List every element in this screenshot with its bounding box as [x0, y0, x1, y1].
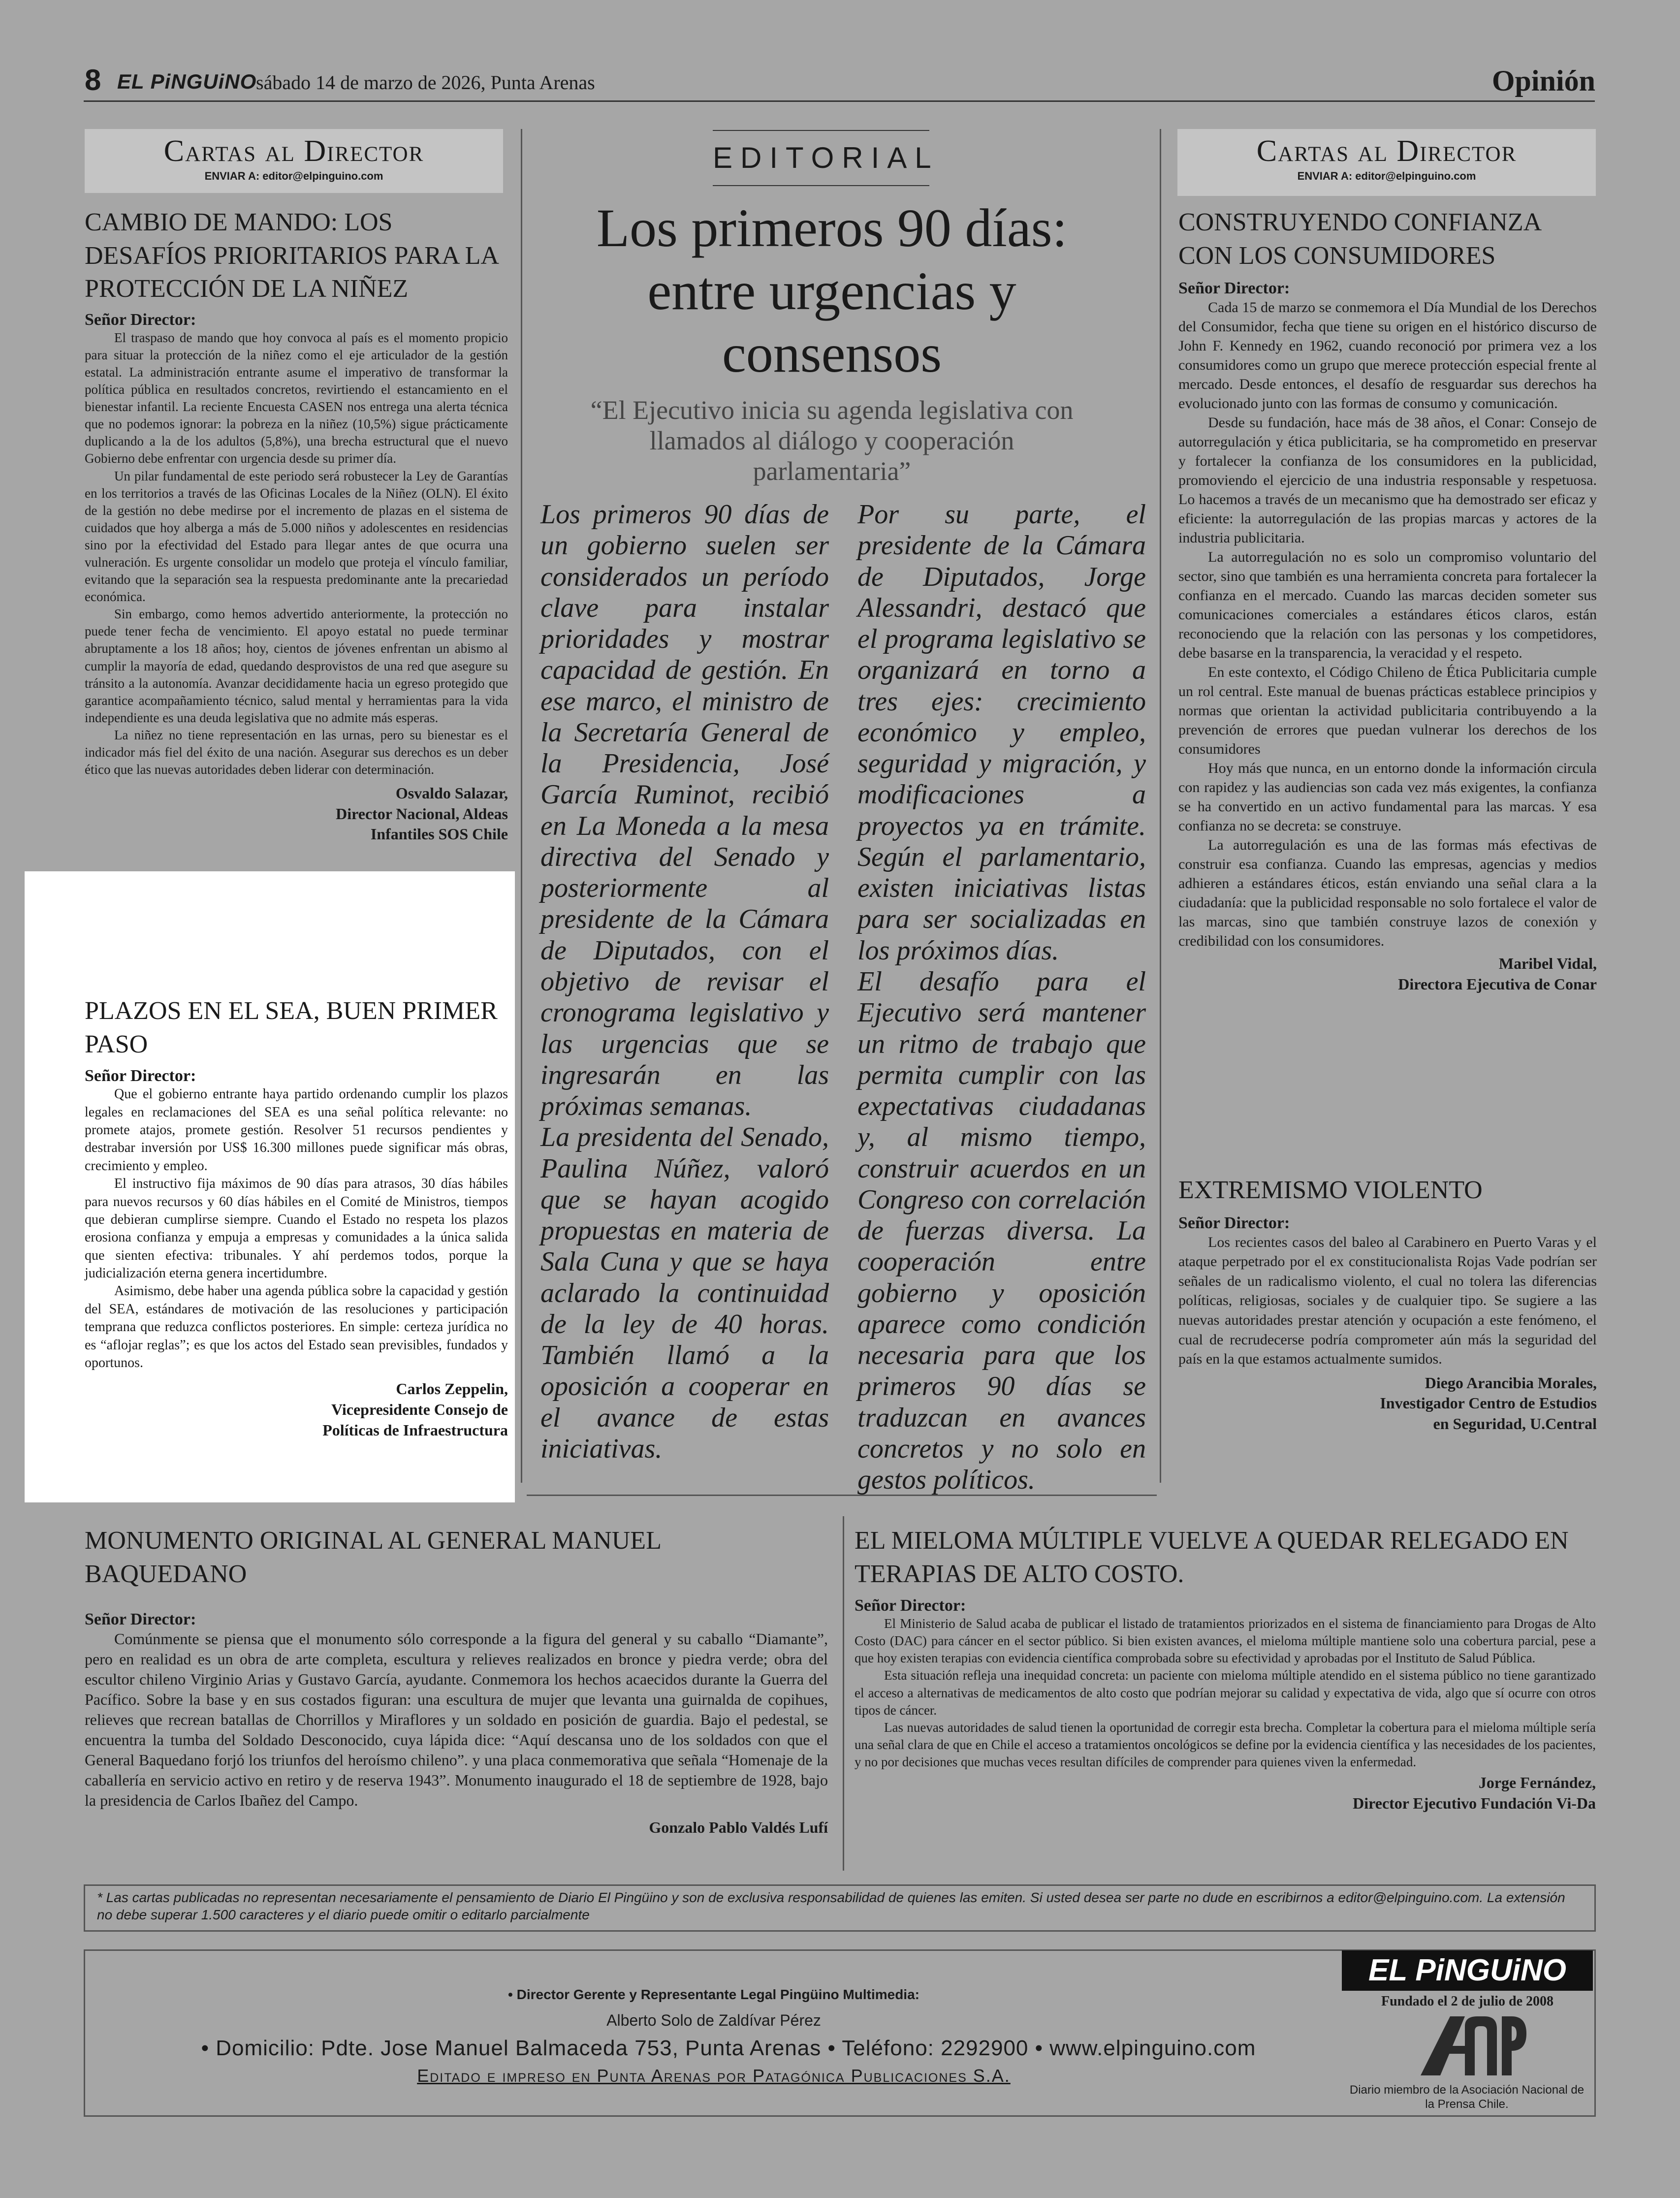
- letter-paragraph: En este contexto, el Código Chileno de Ética Publicitaria cumple un rol central. Este manual de buenas prácticas establece principios y normas que orientan la actividad publicitaria contribuyendo a la prevención de errores que puedan vulnerar los derechos de los consumidores: [1178, 664, 1597, 758]
- letter-monumento-baquedano: [85, 1524, 828, 1838]
- letter-signature-name: Carlos Zeppelin,: [396, 1380, 508, 1398]
- letter-paragraph: El instructivo fija máximos de 90 días para atrasos, 30 días hábiles para nuevos recursos y 60 días hábiles en el Comité de Ministros, tiempos que debieran cumplirse siempre. Cuando el Estado no respeta los plazos erosiona confianza y empuja a empresas y comunidades a la única salida que sienten efectiva: tribunales. Y ahí perdemos todos, porque la judicialización eterna genera incertidumbre.: [85, 1176, 508, 1281]
- anp-caption: Diario miembro de la Asociación Nacional de la Prensa Chile.: [1349, 2083, 1585, 2111]
- letter-signature-title: Director Ejecutivo Fundación Vi-Da: [1353, 1794, 1596, 1812]
- editorial-column-1: [540, 499, 829, 1465]
- column-rule-left: [521, 129, 522, 1483]
- page-number: 8: [85, 64, 101, 96]
- footer-director-name: Alberto Solo de Zaldívar Pérez: [606, 2011, 821, 2029]
- letter-paragraph: La autorregulación no es solo un compromiso voluntario del sector, sino que también es una herramienta concreta para fortalecer la confianza en el mercado. Cuando las marcas deciden someter sus comunicaciones comerciales a estándares éticos claros, están reconociendo que la relación con las personas y los competidores, debe basarse en la transparencia, la veracidad y el respeto.: [1178, 549, 1597, 662]
- letter-salutation: Señor Director:: [1178, 279, 1290, 298]
- letter-paragraph: Asimismo, debe haber una agenda pública sobre la capacidad y gestión del SEA, estándares de motivación de las resoluciones y participación temprana que reduzca conflictos posteriores. En simple: certeza jurídica no es “aflojar reglas”; es que los actos del Estado sean previsibles, fundados y oportunos.: [85, 1283, 508, 1371]
- letter-paragraph: El Ministerio de Salud acaba de publicar el listado de tratamientos priorizados en el sistema de financiamiento para Drogas de Alto Costo (DAC) para cáncer en el sector público. Si bien existen avances, el mieloma múltiple mantiene solo una cobertura parcial, pese a que hoy existen terapias con evidencia científica comprobada sobre su efectividad y aprobadas por el Instituto de Salud Pública.: [855, 1616, 1596, 1666]
- disclaimer: * Las cartas publicadas no representan necesariamente el pensamiento de Diario El Pingüino y son de exclusiva responsabilidad de quienes las emiten. Si usted desea ser parte no dude en escribirnos a editor@elpinguino.com. La extensión no debe superar 1.500 caracteres y el diario puede omitir o editarlo parcialmente: [84, 1884, 1596, 1932]
- letter-paragraph: La niñez no tiene representación en las urnas, pero su bienestar es el indicador más fiel del éxito de una nación. Asegurar sus derechos es un deber ético que las nuevas autoridades deben liderar con determinación.: [85, 727, 508, 777]
- footer-logo: EL PiNGUiNO: [1342, 1950, 1593, 1991]
- cartas-email: ENVIAR A: editor@elpinguino.com: [204, 170, 383, 182]
- letter-mieloma-multiple: [855, 1524, 1596, 1814]
- letter-headline: CAMBIO DE MANDO: LOS DESAFÍOS PRIORITARIOS PARA LA PROTECCIÓN DE LA NIÑEZ: [85, 208, 498, 303]
- editorial-paragraph: La presidenta del Senado, Paulina Núñez, valoró que se hayan acogido propuestas en materia de Sala Cuna y que se haya aclarado la continuidad de la ley de 40 horas. También llamó a la oposición a cooperar en el avance de estas iniciativas.: [540, 1122, 829, 1464]
- letter-salutation: Señor Director:: [85, 1067, 196, 1085]
- column-rule-bottom: [843, 1516, 844, 1871]
- letter-signature-title: en Seguridad, U.Central: [1433, 1414, 1597, 1433]
- editorial-paragraph: El desafío para el Ejecutivo será mantener un ritmo de trabajo que permita cumplir con las expectativas ciudadanas y, al mismo tiempo, construir acuerdos en un Congreso con correlación de fuerzas diversa. La cooperación entre gobierno y oposición aparece como condición necesaria para que los primeros 90 días se traduzcan en avances concretos y no solo en gestos políticos.: [857, 966, 1146, 1496]
- letter-construyendo-confianza: [1178, 206, 1597, 994]
- footer-founded: Fundado el 2 de julio de 2008: [1381, 1994, 1554, 2009]
- letter-signature-name: Jorge Fernández,: [1478, 1774, 1596, 1792]
- anp-logo-icon: [1411, 2011, 1529, 2080]
- dateline: sábado 14 de marzo de 2026, Punta Arenas: [256, 71, 595, 94]
- masthead-brand: EL PiNGUiNO: [117, 70, 257, 93]
- letter-signature-title: Infantiles SOS Chile: [370, 825, 508, 843]
- section-title: Opinión: [1491, 64, 1595, 97]
- letter-signature-title: Vicepresidente Consejo de: [331, 1401, 508, 1419]
- letter-salutation: Señor Director:: [85, 310, 196, 329]
- letter-salutation: Señor Director:: [1178, 1213, 1290, 1232]
- letter-paragraph: Que el gobierno entrante haya partido ordenando cumplir los plazos legales en reclamaciones del SEA es una señal política relevante: no promete atajos, promete gestión. Resolver 51 recursos pendientes y destrabar inversión por US$ 16.300 millones puede significar más obras, crecimiento y empleo.: [85, 1086, 508, 1174]
- cartas-title: Cartas al Director: [163, 134, 424, 168]
- letter-signature-name: Gonzalo Pablo Valdés Lufí: [649, 1818, 828, 1836]
- editorial-paragraph: Los primeros 90 días de un gobierno suelen ser considerados un período clave para instalar prioridades y mostrar capacidad de gestión. En ese marco, el ministro de la Secretaría General de la Presidencia, José García Ruminot, recibió en La Moneda a la mesa directiva del Senado y posteriormente al presidente de la Cámara de Diputados, con el objetivo de revisar el cronograma legislativo y las urgencias que se ingresarán en las próximas semanas.: [540, 499, 829, 1122]
- column-rule-right: [1160, 129, 1161, 1483]
- letter-paragraph: Un pilar fundamental de este periodo será robustecer la Ley de Garantías en los territorios a través de las Oficinas Locales de la Niñez (OLN). El éxito de la gestión no debe medirse por el incremento de plazas en el sistema de cuidados que hoy alberga a más de 5.000 niños y adolescentes en residencias sino por la efectividad del Estado para llegar antes de que ocurra una vulneración. Es urgente consolidar un modelo que proteja el vínculo familiar, evitando que la separación sea la respuesta predominante ante la precariedad económica.: [85, 468, 508, 605]
- letter-signature-name: Maribel Vidal,: [1498, 955, 1597, 973]
- letter-paragraph: Hoy más que nunca, en un entorno donde la información circula con rapidez y las audiencias son cada vez más exigentes, la confianza se ha convertido en un activo fundamental para las marcas. Y esa confianza no se decreta: se construye.: [1178, 760, 1597, 834]
- letter-signature-title: Director Nacional, Aldeas: [336, 804, 508, 823]
- anp-logo-text: ANP: [1469, 2079, 1471, 2080]
- editorial-title: Los primeros 90 días: entre urgencias y consensos: [596, 198, 1068, 384]
- letter-signature-title: Directora Ejecutiva de Conar: [1398, 975, 1597, 993]
- footer-address: • Domicilio: Pdte. Jose Manuel Balmaceda 753, Punta Arenas • Teléfono: 2292900 • www.elpinguino.com: [201, 2036, 1256, 2060]
- letter-signature-title: Investigador Centro de Estudios: [1380, 1394, 1597, 1412]
- editorial-subtitle: “El Ejecutivo inicia su agenda legislativa con llamados al diálogo y cooperación parlamentaria”: [590, 395, 1074, 486]
- letter-signature-name: Diego Arancibia Morales,: [1425, 1373, 1597, 1392]
- letter-salutation: Señor Director:: [85, 1610, 196, 1629]
- letter-headline: MONUMENTO ORIGINAL AL GENERAL MANUEL BAQUEDANO: [85, 1527, 661, 1588]
- letter-paragraph: Esta situación refleja una inequidad concreta: un paciente con mieloma múltiple atendido en el sistema público no tiene garantizado el acceso a alternativas de medicamentos de alto costo que podrían mejorar su calidad y expectativa de vida, algo que sí ocurre con otros tipos de cáncer.: [855, 1668, 1596, 1718]
- letter-headline: CONSTRUYENDO CONFIANZA CON LOS CONSUMIDORES: [1178, 208, 1541, 270]
- letter-signature-name: Osvaldo Salazar,: [395, 784, 508, 802]
- letter-headline: EL MIELOMA MÚLTIPLE VUELVE A QUEDAR RELEGADO EN TERAPIAS DE ALTO COSTO.: [855, 1527, 1569, 1588]
- letter-extremismo-violento: [1178, 1174, 1597, 1434]
- editorial-paragraph: Por su parte, el presidente de la Cámara de Diputados, Jorge Alessandri, destacó que el programa legislativo se organizará en torno a tres ejes: crecimiento económico y empleo, seguridad y migración, y modificaciones a proyectos ya en trámite. Según el parlamentario, existen iniciativas listas para ser socializadas en los próximos días.: [857, 499, 1146, 966]
- letter-signature-title: Políticas de Infraestructura: [322, 1421, 508, 1439]
- letter-headline: PLAZOS EN EL SEA, BUEN PRIMER PASO: [85, 997, 498, 1058]
- letter-headline: EXTREMISMO VIOLENTO: [1178, 1176, 1483, 1204]
- letter-salutation: Señor Director:: [855, 1596, 966, 1615]
- footer-director-label: • Director Gerente y Representante Legal Pingüino Multimedia:: [508, 1987, 919, 2002]
- letter-paragraph: La autorregulación es una de las formas más efectivas de construir esa confianza. Cuando las empresas, agencias y medios adhieren a estándares éticos, están enviando una señal clara a la ciudadanía: que la publicidad responsable no solo fortalece el valor de las marcas, sino que también construye lazos de conexión y credibilidad con los consumidores.: [1178, 837, 1597, 950]
- letter-paragraph: Comúnmente se piensa que el monumento sólo corresponde a la figura del general y su caballo “Diamante”, pero en realidad es un obra de arte completa, escultura y relieves realizados en bronce y piedra verde; obra del escultor chileno Virginio Arias y Gustavo García, ayudante. Conmemora los hechos acaecidos durante la Guerra del Pacífico. Sobre la base y en sus costados figuran: una escultura de mujer que levanta una guirnalda de copihues, relieves que recrean batallas de Chorrillos y Miraflores y un soldado en posición de guardia. Bajo el pedestal, se encuentra la tumba del Soldado Desconocido, cuya lápida dice: “Aquí descansa uno de los soldados con que el General Baquedano forjó los triunfos del heroísmo chileno”. y una placa conmemorativa que señala “Homenaje de la caballería en servicio activo en retiro y de reserva 1943”. Monumento inaugurado el 18 de septiembre de 1928, bajo la presidencia de Carlos Ibañez del Campo.: [85, 1630, 828, 1809]
- letter-paragraph: Las nuevas autoridades de salud tienen la oportunidad de corregir esta brecha. Completar la cobertura para el mieloma múltiple sería una señal clara de que en Chile el acceso a tratamientos oncológicos se define por la evidencia científica y las necesidades de los pacientes, y no por decisiones que muchas veces resultan difíciles de comprender para quienes viven la enfermedad.: [855, 1720, 1596, 1769]
- editorial-column-2: [857, 499, 1146, 1496]
- footer-publisher: Editado e impreso en Punta Arenas por Patagónica Publicaciones S.A.: [417, 2066, 1011, 2086]
- cartas-title: Cartas al Director: [1256, 134, 1517, 168]
- cartas-email: ENVIAR A: editor@elpinguino.com: [1297, 170, 1476, 182]
- letter-paragraph: Desde su fundación, hace más de 38 años, el Conar: Consejo de autorregulación y ética publicitaria, se ha comprometido en preservar y fortalecer la confianza de los consumidores en la publicidad, promoviendo el ejercicio de una industria responsable y respetuosa. Lo hacemos a través de un mecanismo que ha demostrado ser eficaz y eficiente: la autorregulación de las propias marcas y actores de la industria publicitaria.: [1178, 414, 1597, 546]
- letter-paragraph: Sin embargo, como hemos advertido anteriormente, la protección no puede tener fecha de vencimiento. El apoyo estatal no puede terminar abruptamente a los 18 años; hoy, cientos de jóvenes enfrentan un abismo al cumplir la mayoría de edad, quedando desprovistos de una red que asegure su tránsito a la autonomía. Avanzar decididamente hacia un egreso protegido que garantice acompañamiento técnico, salud mental y herramientas para la vida independiente es una deuda legislativa que no admite más esperas.: [85, 606, 508, 725]
- letter-paragraph: Los recientes casos del baleo al Carabinero en Puerto Varas y el ataque perpetrado por el ex constitucionalista Rojas Vade podrían ser señales de un radicalismo violento, el cual no tolera las diferencias políticas, religiosas, sociales y de cualquier tipo. Se sugiere a las nuevas autoridades prestar atención y ocupación a este fenómeno, el cual de recrudecerse podría comprometer aún más la seguridad del país en la que estamos actualmente sumidos.: [1178, 1234, 1597, 1368]
- letter-plazos-sea: [85, 994, 508, 1440]
- letter-paragraph: Cada 15 de marzo se conmemora el Día Mundial de los Derechos del Consumidor, fecha que tiene su origen en el histórico discurso de John F. Kennedy en 1962, cuando reconoció por primera vez a los consumidores como un grupo que merece protección especial frente al mercado. Desde entonces, el desafío de resguardar sus derechos ha evolucionado junto con las formas de consumo y comunicación.: [1178, 299, 1597, 412]
- letter-paragraph: El traspaso de mando que hoy convoca al país es el momento propicio para situar la protección de la niñez como el eje articulador de la gestión estatal. La administración entrante asume el imperativo de transformar la política pública en resultados concretos, revirtiendo el estancamiento en el bienestar infantil. La reciente Encuesta CASEN nos entrega una alerta técnica que no podemos ignorar: la pobreza en la niñez (10,5%) sigue prácticamente duplicando a la de los adultos (5,8%), una brecha estructural que el nuevo Gobierno debe enfrentar con urgencia desde su primer día.: [85, 330, 508, 466]
- editorial-label: EDITORIAL: [713, 130, 929, 186]
- cartas-header-right: [1177, 129, 1596, 196]
- letter-cambio-de-mando: [85, 206, 508, 845]
- cartas-header-left: [85, 129, 503, 193]
